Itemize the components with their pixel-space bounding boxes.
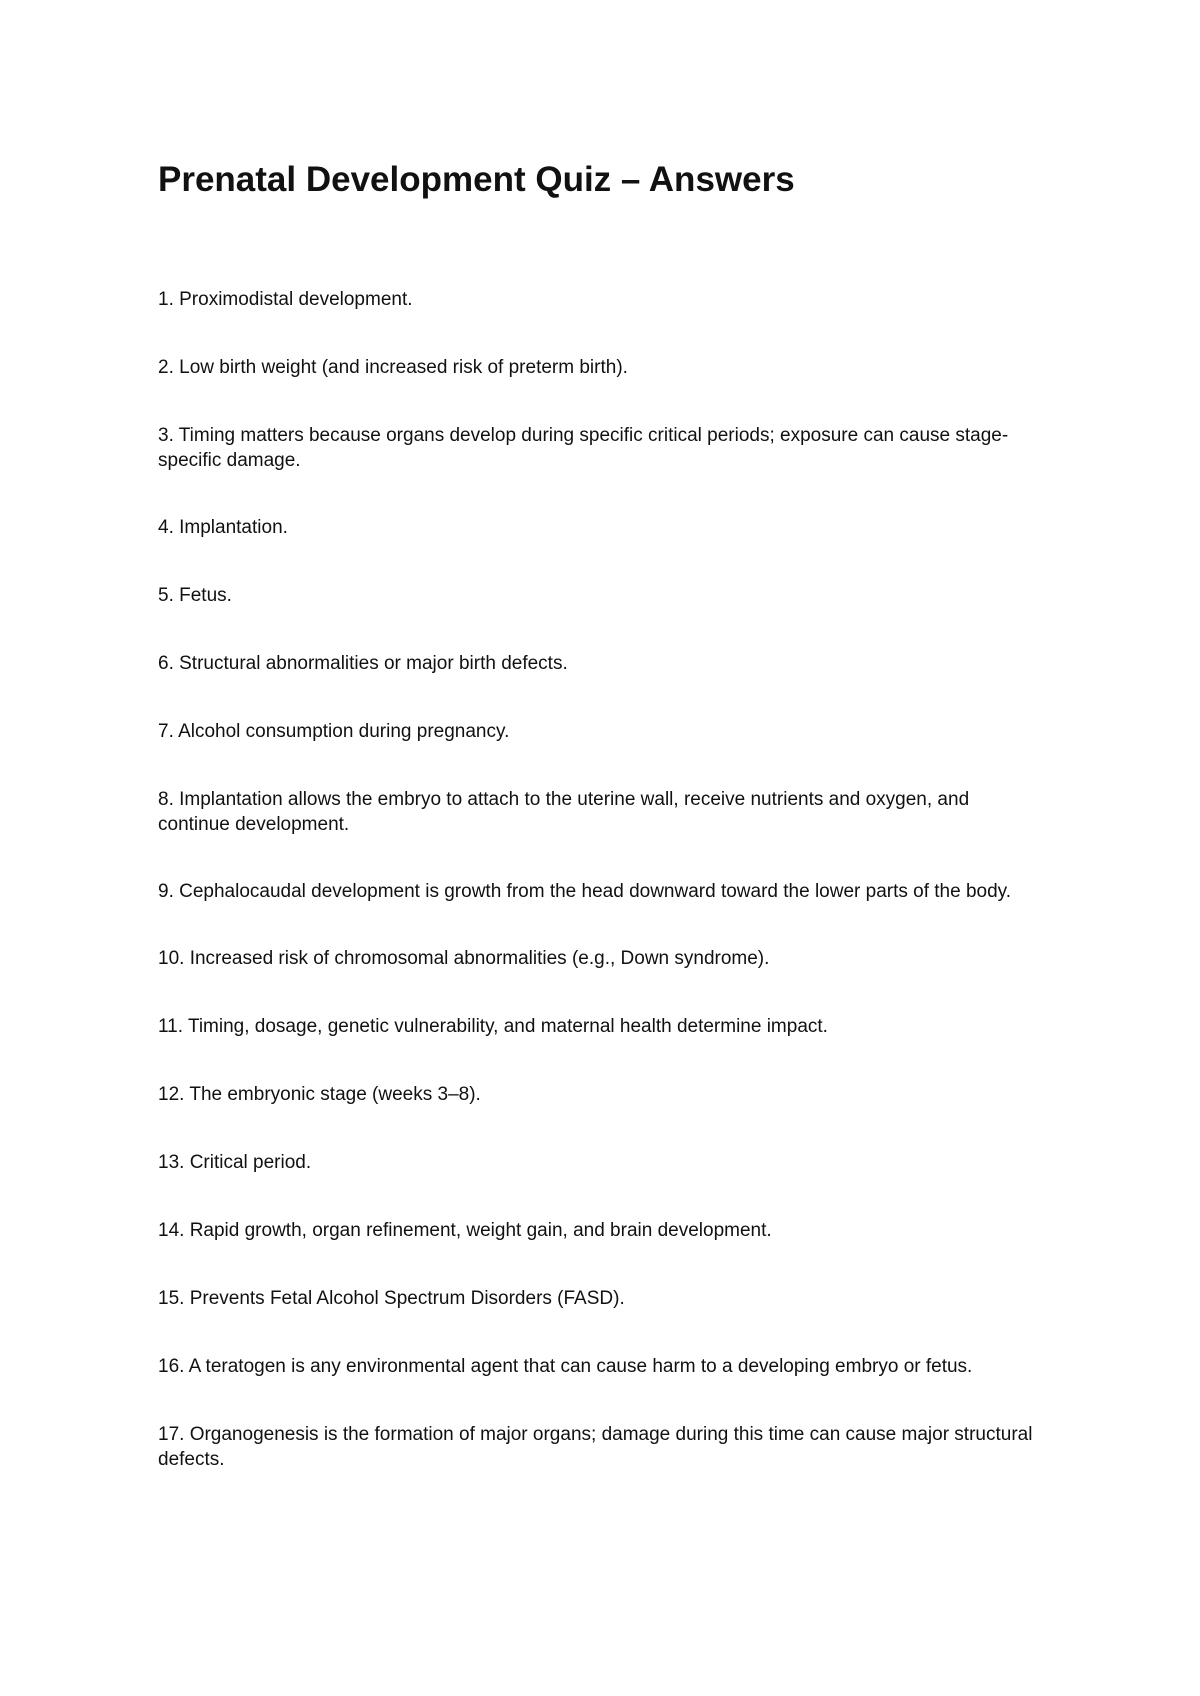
answer-list: [158, 287, 1038, 1514]
answer-item: 5. Fetus.: [158, 585, 232, 606]
answer-item: 10. Increased risk of chromosomal abnormalities (e.g., Down syndrome).: [158, 948, 770, 969]
answer-item: 11. Timing, dosage, genetic vulnerability, and maternal health determine impact.: [158, 1016, 828, 1037]
answer-item: 16. A teratogen is any environmental agent that can cause harm to a developing embryo or fetus.: [158, 1356, 973, 1377]
answer-item: 7. Alcohol consumption during pregnancy.: [158, 721, 510, 742]
answer-item: 17. Organogenesis is the formation of major organs; damage during this time can cause major structural defects.: [158, 1424, 1033, 1470]
answer-item: 3. Timing matters because organs develop during specific critical periods; exposure can cause stage-specific damage.: [158, 425, 1009, 471]
answer-item: 6. Structural abnormalities or major birth defects.: [158, 653, 568, 674]
answer-item: 8. Implantation allows the embryo to attach to the uterine wall, receive nutrients and oxygen, and continue development.: [158, 789, 970, 835]
answer-item: 14. Rapid growth, organ refinement, weight gain, and brain development.: [158, 1220, 772, 1241]
page-title: Prenatal Development Quiz – Answers: [158, 160, 795, 199]
answer-item: 4. Implantation.: [158, 517, 288, 538]
answer-item: 2. Low birth weight (and increased risk of preterm birth).: [158, 357, 628, 378]
answer-item: 1. Proximodistal development.: [158, 289, 413, 310]
answer-item: 15. Prevents Fetal Alcohol Spectrum Disorders (FASD).: [158, 1288, 625, 1309]
answer-item: 9. Cephalocaudal development is growth from the head downward toward the lower parts of the body.: [158, 881, 1012, 902]
answer-item: 13. Critical period.: [158, 1152, 312, 1173]
answer-item: 12. The embryonic stage (weeks 3–8).: [158, 1084, 481, 1105]
